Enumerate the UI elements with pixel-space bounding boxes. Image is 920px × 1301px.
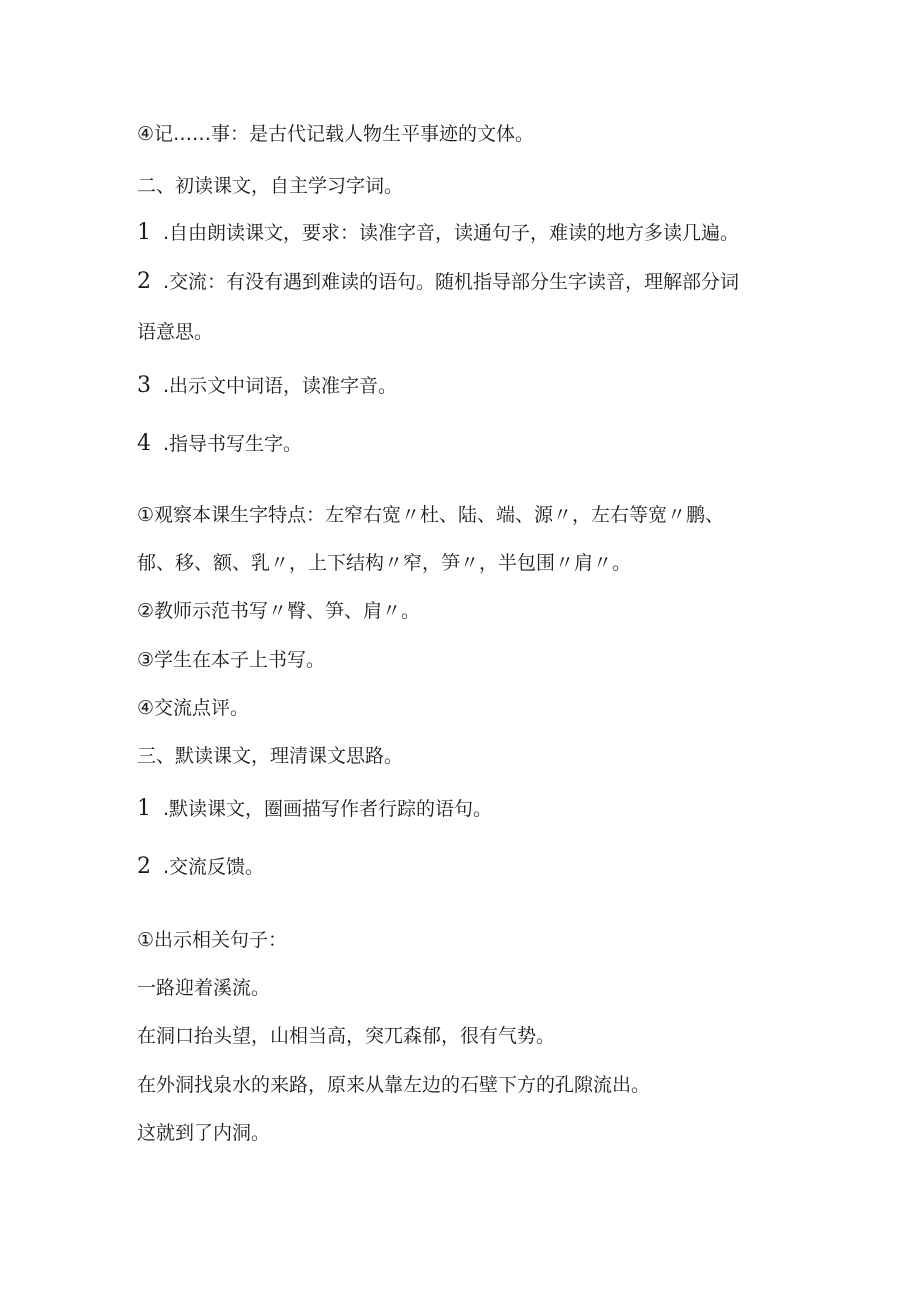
text-line [137,1121,270,1145]
numbered-item [137,270,739,294]
numbered-item [137,374,397,398]
text-line [137,599,420,623]
line-text: 语意思。 [137,321,214,343]
item-number: 3 [137,373,151,398]
line-text: ①出示相关句子： [137,929,288,951]
text-line [137,1024,555,1048]
line-text: .出示文中词语，读准字音。 [163,375,398,397]
item-number: 2 [137,854,151,879]
line-text: 二、初读课文，自主学习字词。 [137,175,404,197]
section-heading [137,744,403,768]
line-text: .指导书写生字。 [163,433,303,455]
line-text: .自由朗读课文，要求：读准字音，读通句子，难读的地方多读几遍。 [163,222,740,244]
item-number: 2 [137,269,151,294]
text-line [137,928,287,952]
line-text: 一路迎着溪流。 [137,977,271,999]
line-text: ③学生在本子上书写。 [137,649,326,671]
line-text: .交流反馈。 [163,856,265,878]
line-text: 这就到了内洞。 [137,1122,271,1144]
line-text: 在外洞找泉水的来路，原来从靠左边的石壁下方的孔隙流出。 [137,1074,651,1096]
line-text: ①观察本课生字特点：左窄右宽〃杜、陆、端、源〃，左右等宽〃鹏、 [137,504,725,526]
line-text: ④记……事：是古代记载人物生平事迹的文体。 [137,123,535,145]
line-text: ②教师示范书写〃臀、笋、肩〃。 [137,600,421,622]
line-text: ④交流点评。 [137,697,250,719]
item-number: 4 [137,431,151,456]
text-line [137,122,534,146]
text-line [137,976,270,1000]
numbered-item [137,797,492,821]
line-text: 在洞口抬头望，山相当高，突兀森郁，很有气势。 [137,1025,556,1047]
item-number: 1 [137,796,151,821]
text-line [137,503,724,527]
text-line-continuation [137,320,213,344]
text-line [137,648,325,672]
section-heading [137,174,403,198]
line-text: 郁、移、额、乳〃，上下结构〃窄，笋〃，半包围〃肩〃。 [137,552,632,574]
text-line [137,1073,650,1097]
item-number: 1 [137,220,151,245]
line-text: .交流：有没有遇到难读的语句。随机指导部分生字读音，理解部分词 [163,271,740,293]
numbered-item [137,432,302,456]
line-text: .默读课文，圈画描写作者行踪的语句。 [163,798,493,820]
text-line [137,696,249,720]
numbered-item [137,855,264,879]
numbered-item [137,221,739,245]
line-text: 三、默读课文，理清课文思路。 [137,745,404,767]
text-line-continuation [137,551,631,575]
